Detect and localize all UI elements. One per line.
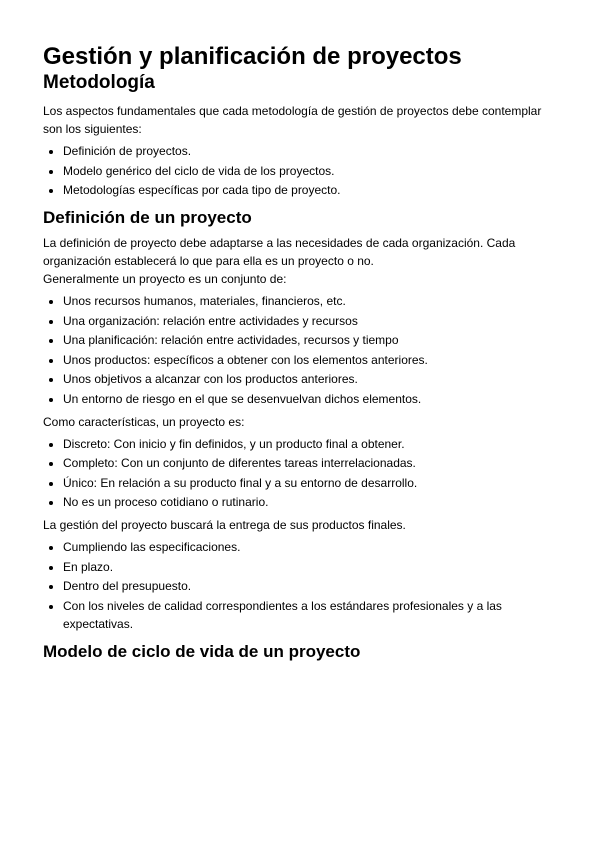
list-item: • Discreto: Con inicio y fin definidos, y un producto final a obtener. bbox=[63, 435, 563, 453]
management-list bbox=[43, 538, 563, 633]
characteristics-list bbox=[43, 435, 563, 512]
section-heading-metodologia: Metodología bbox=[43, 72, 155, 93]
list-item: • Definición de proyectos. bbox=[63, 142, 563, 160]
intro-list bbox=[43, 142, 563, 199]
document-page bbox=[43, 40, 563, 668]
definition-text-2: Generalmente un proyecto es un conjunto de: bbox=[43, 272, 287, 286]
management-paragraph: La gestión del proyecto buscará la entrega de sus productos finales. bbox=[43, 518, 406, 532]
list-item: • Cumpliendo las especificaciones. bbox=[63, 538, 563, 556]
list-item: • Completo: Con un conjunto de diferentes tareas interrelacionadas. bbox=[63, 454, 563, 472]
list-item: • Unos productos: específicos a obtener con los elementos anteriores. bbox=[63, 351, 563, 369]
list-item: • Unos objetivos a alcanzar con los productos anteriores. bbox=[63, 370, 563, 388]
components-list bbox=[43, 292, 563, 408]
list-item: • En plazo. bbox=[63, 558, 563, 576]
definition-paragraph bbox=[43, 234, 563, 288]
list-item: • Metodologías específicas por cada tipo de proyecto. bbox=[63, 181, 563, 199]
list-item: • Unos recursos humanos, materiales, financieros, etc. bbox=[63, 292, 563, 310]
characteristics-paragraph: Como características, un proyecto es: bbox=[43, 414, 245, 429]
definition-text: La definición de proyecto debe adaptarse a las necesidades de cada organización. Cada organización establecerá lo que para ella es un proyecto o no. bbox=[43, 236, 516, 268]
list-item: • Una organización: relación entre actividades y recursos bbox=[63, 312, 563, 330]
section-heading-ciclo-vida: Modelo de ciclo de vida de un proyecto bbox=[43, 641, 361, 661]
list-item: • Una planificación: relación entre actividades, recursos y tiempo bbox=[63, 331, 563, 349]
list-item: • Modelo genérico del ciclo de vida de los proyectos. bbox=[63, 162, 563, 180]
list-item: • Con los niveles de calidad correspondientes a los estándares profesionales y a las expectativas. bbox=[63, 597, 563, 633]
list-item: • Único: En relación a su producto final y a su entorno de desarrollo. bbox=[63, 474, 563, 492]
list-item: • Dentro del presupuesto. bbox=[63, 577, 563, 595]
list-item: • No es un proceso cotidiano o rutinario. bbox=[63, 493, 563, 511]
section-heading-definicion: Definición de un proyecto bbox=[43, 208, 252, 227]
intro-paragraph: Los aspectos fundamentales que cada metodología de gestión de proyectos debe contemplar son los siguientes: bbox=[43, 104, 542, 136]
list-item: • Un entorno de riesgo en el que se desenvuelvan dichos elementos. bbox=[63, 390, 563, 408]
page-title: Gestión y planificación de proyectos bbox=[43, 43, 462, 70]
